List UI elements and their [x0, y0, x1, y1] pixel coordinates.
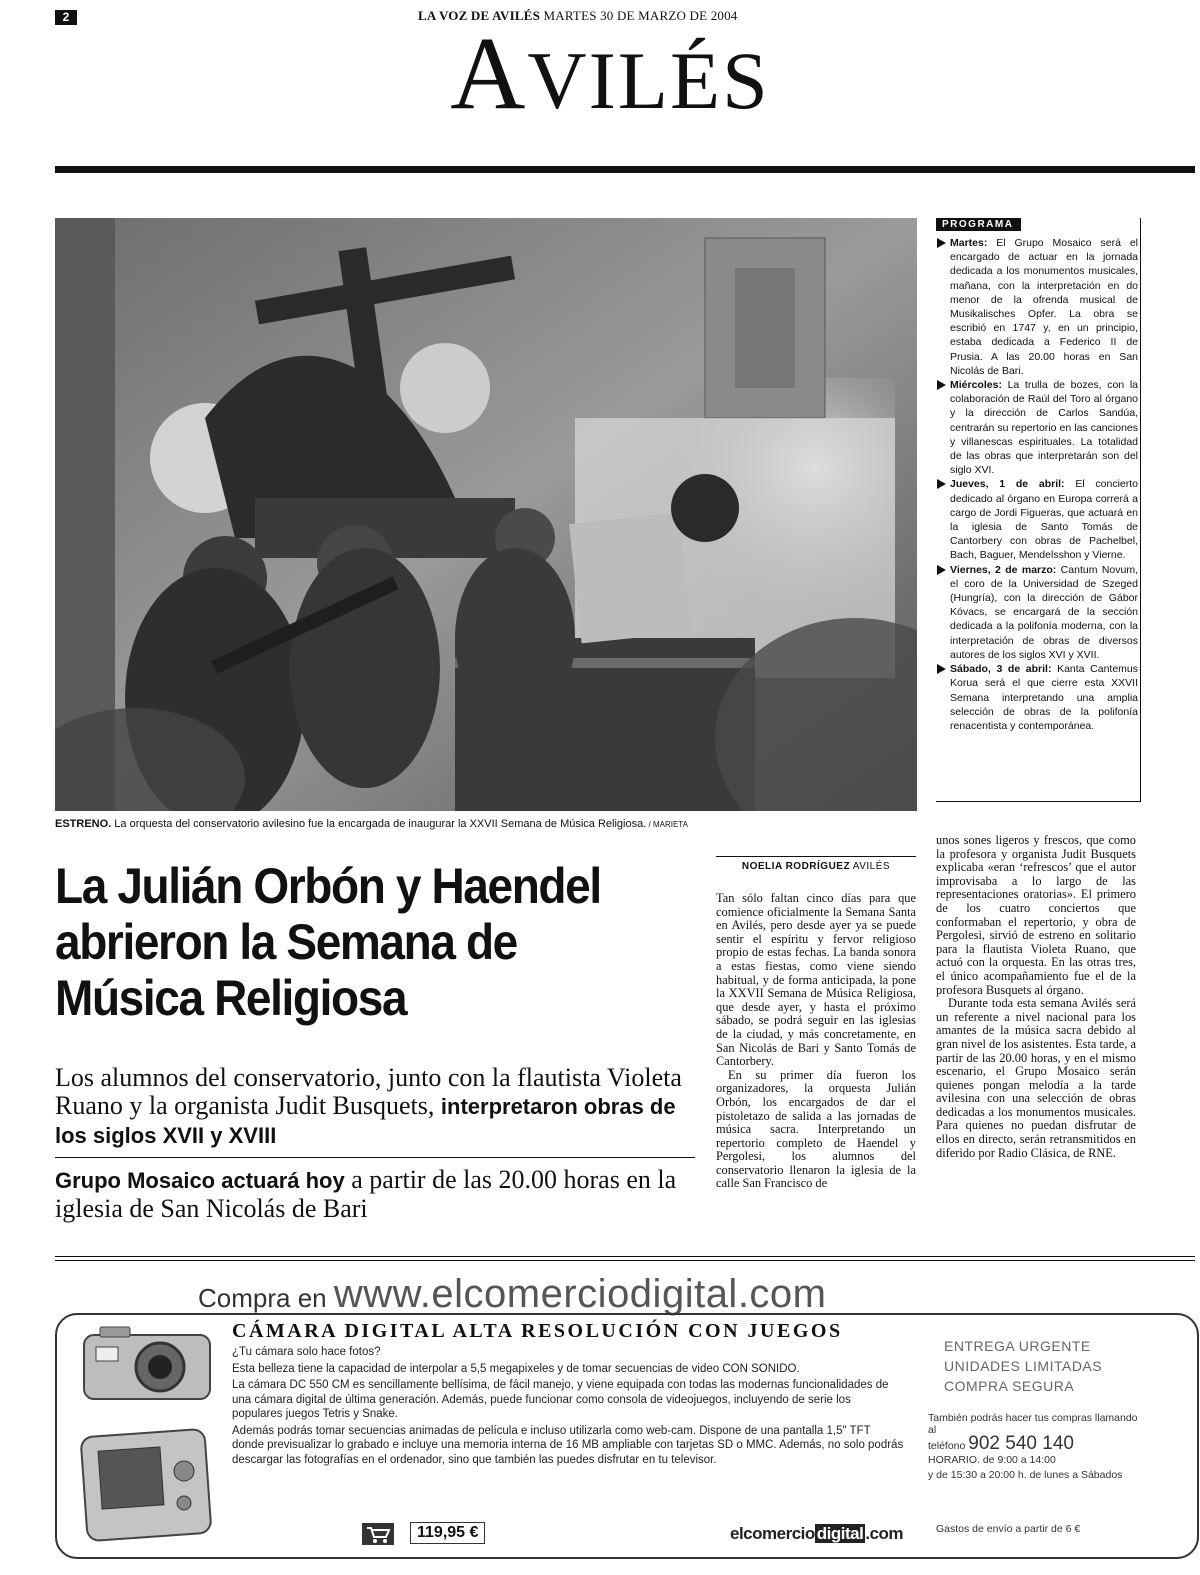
ad-price: 119,95 €: [410, 1522, 485, 1544]
ad-body-line: Esta belleza tiene la capacidad de interpolar a 5,5 megapixeles y de tomar secuencias de video CON SONIDO.: [232, 1362, 800, 1375]
photo-caption: [55, 818, 935, 830]
article-column-2: [936, 834, 1136, 1160]
subhead-plain: Los alumnos del conservatorio, junto con la flautista Violeta Ruano y la organista Judit Busquets,: [55, 1063, 682, 1120]
ad-body-line: ¿Tu cámara solo hace fotos?: [232, 1346, 381, 1358]
programa-item: [936, 477, 1138, 562]
ad-compra-line: [198, 1272, 827, 1317]
programa-text: La trulla de bozes, con la colaboración de Raúl del Toro al órgano y la dirección de Carlos Sandúa, centrarán su repertorio en las canciones y villanescas espirituales. La totalidad de las obras que interpretarán son del siglo XVI.: [950, 379, 1138, 477]
subhead-strong: interpretaron obras de los siglos XVII y XVIII: [55, 1094, 676, 1148]
programa-day: Jueves, 1 de abril:: [950, 478, 1065, 491]
ad-domain-link[interactable]: www.elcomerciodigital.com: [333, 1272, 827, 1316]
programa-text: El Grupo Mosaico será el encargado de actuar en la jornada dedicada a los monumentos musicales, mañana, con la interpretación en do menor de la ofrenda musical de Musikalisches Opfer. La obra se escribió en 1747 y, en un principio, estaba dedicada a Federico II de Prusia. A las 20.00 horas en San Nicolás de Bari.: [950, 237, 1138, 377]
ad-shipping: Gastos de envío a partir de 6 €: [936, 1523, 1081, 1535]
byline-name: NOELIA RODRÍGUEZ: [741, 861, 851, 872]
paper-name: LA VOZ DE AVILÉS: [418, 8, 541, 23]
article-headline: La Julián Orbón y Haendel abrieron la Semana de Música Religiosa: [55, 858, 601, 1026]
article-subhead-2: [55, 1166, 705, 1223]
article-subhead: [55, 1064, 705, 1150]
programa-text: Kanta Cantemus Korua será el que cierre esta XXVII Semana interpretando una amplia selección de obras de la polifonía renacentista y contemporánea.: [950, 663, 1138, 732]
subhead2-plain: a partir de las 20.00 horas en la iglesia de San Nicolás de Bari: [55, 1165, 677, 1223]
ad-logo-part: elcomercio: [730, 1524, 815, 1543]
programa-list: [936, 236, 1138, 733]
ad-title: CÁMARA DIGITAL ALTA RESOLUCIÓN CON JUEGOS: [232, 1320, 843, 1342]
section-title: [400, 16, 820, 133]
programa-text: Cantum Novum, el coro de la Universidad de Szeged (Hungría), con la dirección de Gábor Kóvacs, se encargará de la sección dedicada a la polifonía moderna, con la interpretación de obras de diversos autores de los siglos XVI y XVII.: [950, 563, 1139, 661]
issue-date: MARTES 30 DE MARZO DE 2004: [543, 8, 738, 23]
ad-benefits: [944, 1336, 1134, 1396]
ad-compra-prefix: Compra en: [198, 1283, 334, 1313]
concert-photo: [55, 218, 917, 811]
arrow-icon: [937, 664, 946, 674]
ad-benefit: COMPRA SEGURA: [944, 1378, 1075, 1394]
byline-rule: [716, 856, 916, 857]
ad-contact: [928, 1412, 1148, 1481]
ad-logo: [730, 1524, 903, 1544]
shopping-cart-icon[interactable]: [362, 1523, 394, 1545]
arrow-icon: [937, 479, 946, 489]
camera-front-icon: [80, 1323, 216, 1407]
arrow-icon: [937, 238, 946, 248]
section-title-initial: A: [450, 16, 528, 131]
camera-back-icon: [80, 1427, 216, 1543]
programa-text: El concierto dedicado al órgano en Europa correrá a cargo de Jordi Figueras, que actuará en la iglesia de Santo Tomás de Cantorbery con obras de Pachelbel, Bach, Baguer, Mendelsshon y Vierne.: [950, 478, 1139, 562]
ad-top-rule: [55, 1256, 1195, 1261]
ad-hours: de 9:00 a 14:00: [982, 1454, 1056, 1466]
article-paragraph: Tan sólo faltan cinco días para que comience oficialmente la Semana Santa en Avilés, pero desde ayer ya se puede sentir el espíritu y fervor religioso propio de estas fechas. La banda sonora a estas fiestas, como viene siendo habitual, y de forma anticipada, la pone la XXVII Semana de Música Religiosa, que desde ayer, y hasta el próximo sábado, se podrá seguir en las iglesias de la ciudad, y más concretamente, en San Nicolás de Bari y Santo Tomás de Cantorbery.: [716, 891, 916, 1069]
ad-body-line: Además podrás tomar secuencias animadas de película e incluso utilizarla como web-cam. Dispone de una pantalla 1,5" TFT donde previsualizar lo grabado e incluye una memoria interna de 16 MB ampliable con tarjetas SD o MMC. Además, no solo podrás descargar las fotografías en el ordenador, sino que también las puedes disfrutar en tu televisor.: [232, 1424, 904, 1466]
byline-place: AVILÉS: [850, 861, 891, 872]
programa-day: Martes:: [950, 237, 988, 249]
ad-phone-label: teléfono: [928, 1440, 969, 1452]
programa-item: [936, 236, 1138, 378]
section-title-rest: VILÉS: [527, 35, 770, 126]
caption-text: La orquesta del conservatorio avilesino fue la encargada de inaugurar la XXVII Semana de Música Religiosa.: [111, 818, 647, 830]
programa-item: [936, 378, 1138, 477]
caption-lead: ESTRENO.: [55, 818, 112, 830]
ad-benefit: ENTREGA URGENTE: [944, 1338, 1091, 1354]
ad-logo-part: .com: [865, 1524, 904, 1543]
ad-body: [232, 1345, 904, 1469]
arrow-icon: [937, 565, 946, 575]
ad-phone[interactable]: 902 540 140: [968, 1433, 1074, 1454]
programa-item: [936, 563, 1138, 662]
article-paragraph: En su primer día fueron los organizadores, la orquesta Julián Orbón, los encargados de dar el pistoletazo de salida a las jornadas de música sacra. Interpretando un repertorio completo de Haendel y Pergolesi, los alumnos del conservatorio llenaron la iglesia de la calle San Francisco de: [716, 1067, 916, 1191]
arrow-icon: [937, 380, 946, 390]
subhead2-strong: Grupo Mosaico actuará hoy: [55, 1168, 345, 1193]
subhead-divider: [55, 1157, 695, 1158]
ad-contact-intro: También podrás hacer tus compras llamando al: [928, 1412, 1138, 1436]
programa-day: Viernes, 2 de marzo:: [950, 563, 1057, 576]
programa-day: Miércoles:: [950, 379, 1002, 392]
masthead-rule: [55, 166, 1195, 173]
ad-hours-2: y de 15:30 a 20:00 h. de lunes a Sábados: [928, 1469, 1123, 1481]
article-column-1: [716, 892, 916, 1191]
programa-item: [936, 662, 1138, 733]
page-number: 2: [55, 10, 77, 25]
ad-body-line: La cámara DC 550 CM es sencillamente bellísima, de fácil manejo, y viene equipada con todas las modernas funcionalidades de una cámara digital de última generación. Además, puede funcionar como consola de videojuegos, incluyendo de serie los populares juegos Tetris y Snake.: [232, 1379, 889, 1420]
ad-hours-label: HORARIO.: [928, 1454, 983, 1466]
programa-day: Sábado, 3 de abril:: [950, 663, 1052, 676]
article-paragraph: Durante toda esta semana Avilés será un referente a nivel nacional para los amantes de la música sacra debido al gran nivel de los asistentes. Esta tarde, a partir de las 20.00 horas, y en el mismo escenario, el Grupo Mosaico serán quienes pongan melodía a la tarde avilesina con una selección de obras dedicadas a los monumentos musicales. Para quienes no puedan disfrutar de ellos en directo, serán retransmitidos en diferido por Radio Clásica, de RNE.: [936, 996, 1136, 1160]
byline: [716, 861, 916, 872]
article-paragraph: unos sones ligeros y frescos, que como la profesora y organista Judit Busquets explicaba «eran ‘refrescos’ que el autor improvisaba a lo largo de las representaciones oratorias». El primero de los cuatro conciertos que conformaban el repertorio, y obra de Pergolesi, sirvió de estreno en solitario para la flautista Violeta Ruano, que actuó con la orquesta. En las otras tres, el único acompañamiento fue el de la profesora Busquets al órgano.: [936, 833, 1136, 997]
ad-benefit: UNIDADES LIMITADAS: [944, 1358, 1103, 1374]
ad-logo-highlight: digital: [816, 1524, 864, 1543]
caption-credit: / MARIETA: [646, 820, 688, 829]
orchestra-photo-image: [55, 218, 917, 811]
programa-label: PROGRAMA: [936, 218, 1021, 231]
